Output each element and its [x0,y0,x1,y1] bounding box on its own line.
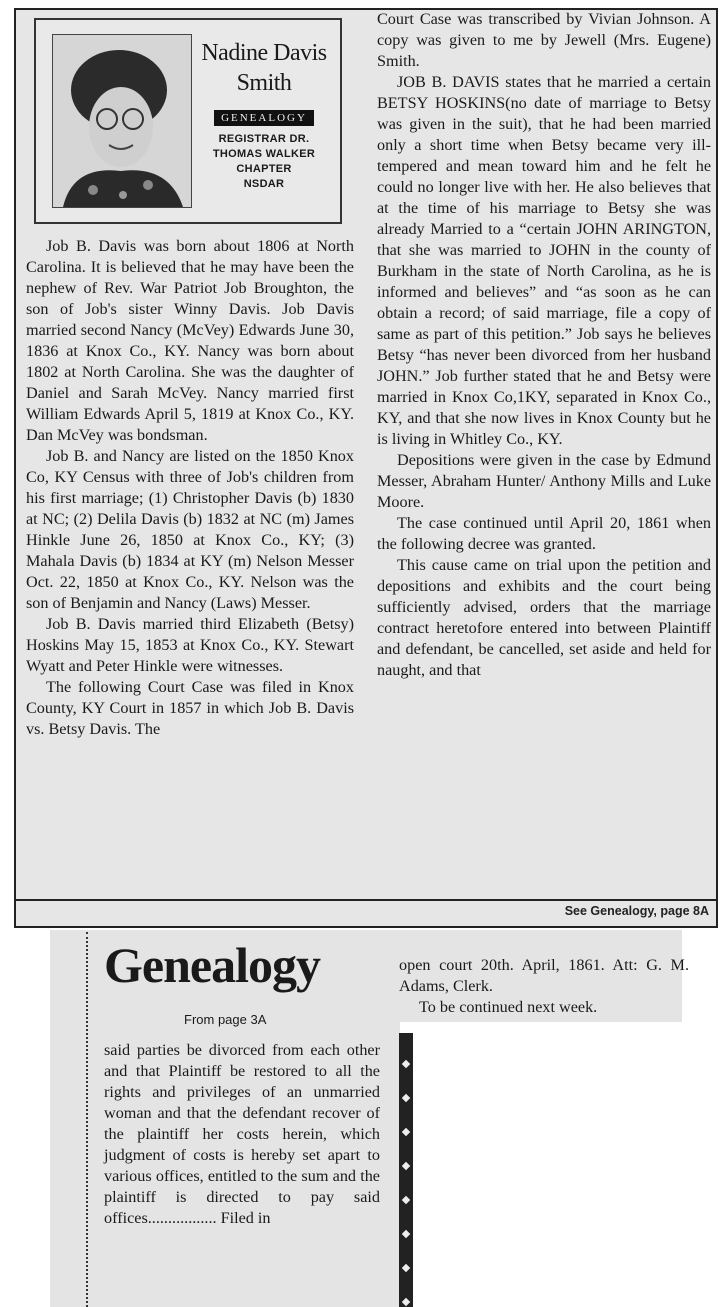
divider [14,899,718,901]
continuation-title: Genealogy [104,937,320,993]
affiliation-line: CHAPTER [236,163,292,175]
paragraph: Depositions were given in the case by Edmund Messer, Abraham Hunter/ Anthony Mills and Luke Moore. [377,451,711,511]
affiliation-line: NSDAR [243,178,285,190]
continuation-right-column [399,955,689,1018]
left-column [26,236,354,740]
paragraph: Job B. Davis married third Elizabeth (Betsy) Hoskins May 15, 1853 at Knox Co., KY. Stewart Wyatt and Peter Hinkle were witnesses. [26,615,354,675]
paragraph: Court Case was transcribed by Vivian Johnson. A copy was given to me by Jewell (Mrs. Eugene) Smith. [377,10,711,70]
paragraph: This cause came on trial upon the petition and depositions and exhibits and the court being sufficiently advised, orders that the marriage contract heretofore entered into between Plaintiff and defendant, be cancelled, set aside and held for naught, and that [377,556,711,679]
author-name: Nadine Davis Smith [201,40,327,96]
cut-line [86,932,88,1307]
section-tag: GENEALOGY [214,110,314,126]
paragraph: The case continued until April 20, 1861 when the following decree was granted. [377,514,711,553]
author-photo [52,34,192,208]
paragraph: JOB B. DAVIS states that he married a certain BETSY HOSKINS(no date of marriage to Betsy was given in the suit), that he had been married only a short time when Betsy became very ill-tempered and mean toward him and he felt he could no longer live with her. He also believes that at the time of his marriage to Betsy she was already Married to a “certain JOHN ARINGTON, that she was married to JOHN in the county of Burkham in the state of North Carolina, as he is informed and believes” and “as soon as he can obtain a record; of said marriage, file a copy of same as part of this petition.” Job says he believes Betsy “has never been divorced from her husband JOHN.” Job further stated that he and Betsy were married in Knox Co,1KY, separated in Knox Co., KY, and that she now lives in Knox County but he is living in Whitley Co., KY. [377,73,711,448]
paragraph: Job B. and Nancy are listed on the 1850 Knox Co, KY Census with three of Job's children from his first marriage; (1) Christopher Davis (b) 1830 at NC; (2) Delila Davis (b) 1832 at NC (m) James Hinkle June 26, 1850 at Knox Co., KY; (3) Mahala Davis (b) 1834 at KY (m) Nelson Messer Oct. 22, 1850 at Knox Co., KY. Nelson was the son of Benjamin and Nancy (Laws) Messer. [26,447,354,612]
affiliation-line: REGISTRAR DR. [218,133,310,145]
paragraph: said parties be divorced from each other and that Plaintiff be restored to all the rights and privileges of an unmarried woman and that the defendant recover of the plaintiff her costs herein, which judgment of costs is hereby set apart to various offices, entitled to the sum and the plaintiff is directed to pay said offices................. Filed in [104,1041,380,1227]
paragraph: Job B. Davis was born about 1806 at North Carolina. It is believed that he may have been the nephew of Rev. War Patriot Job Broughton, the son of Job's sister Winny Davis. Job Davis married second Nancy (McVey) Edwards June 30, 1836 at Knox Co., KY. Nancy was born about 1802 at North Carolina. She was the daughter of Daniel and Sarah McVey. Nancy married first William Edwards April 5, 1819 at Knox Co., KY. Dan McVey was bondsman. [26,237,354,444]
paragraph: The following Court Case was filed in Knox County, KY Court in 1857 in which Job B. Davis vs. Betsy Davis. The [26,678,354,738]
byline [200,38,328,192]
jump-line: See Genealogy, page 8A [564,904,709,918]
affiliation-line: THOMAS WALKER [212,148,316,160]
continuation-left-column [104,1040,380,1229]
paragraph: To be continued next week. [419,998,598,1016]
flag-border [399,1033,413,1307]
paragraph: open court 20th. April, 1861. Att: G. M. Adams, Clerk. [399,956,689,995]
portrait-image [53,35,191,207]
right-column [377,9,711,681]
from-page: From page 3A [184,1012,267,1027]
